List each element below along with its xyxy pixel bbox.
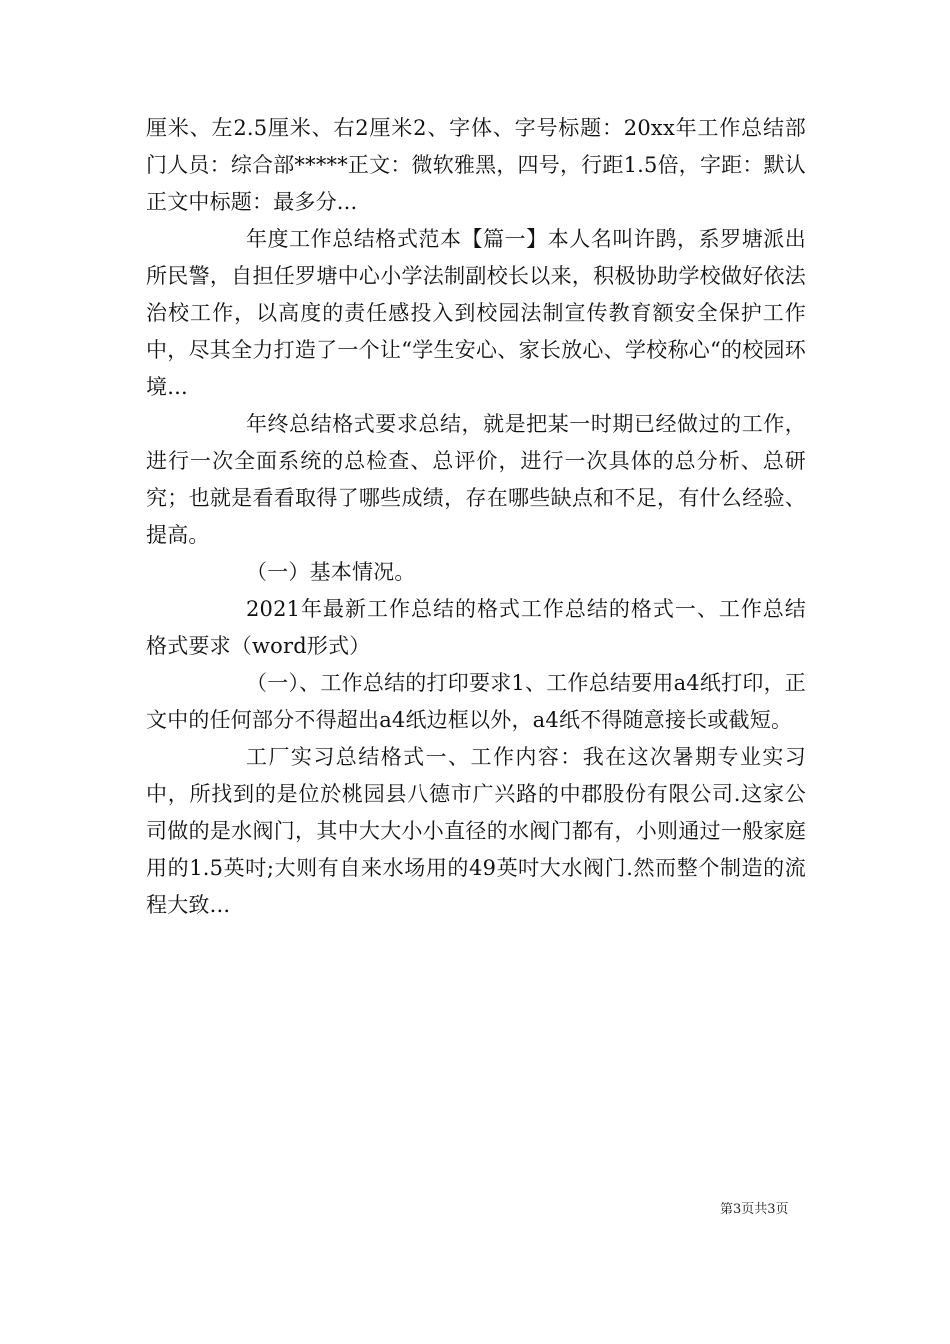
paragraph-annual-summary-sample: 年度工作总结格式范本【篇一】本人名叫许鹍，系罗塘派出所民警，自担任罗塘中心小学法制副校长以来，积极协助学校做好依法治校工作，以高度的责任感投入到校园法制宣传教育额安全保护工作中，尽其全力打造了一个让“学生安心、家长放心、学校称心“的校园环境... [146,227,806,399]
paragraph-2021-format: 2021年最新工作总结的格式工作总结的格式一、工作总结格式要求（word形式） [146,597,806,658]
paragraph-print-requirements: （一）、工作总结的打印要求1、工作总结要用a4纸打印，正文中的任何部分不得超出a4纸边框以外，a4纸不得随意接长或截短。 [146,671,806,732]
paragraph-factory-internship: 工厂实习总结格式一、工作内容：我在这次暑期专业实习中，所找到的是位於桃园县八德市广兴路的中郡股份有限公司.这家公司做的是水阀门，其中大大小小直径的水阀门都有，小则通过一般家庭用的1.5英吋;大则有自来水场用的49英吋大水阀门.然而整个制造的流程大致... [146,745,806,917]
paragraph-year-end-summary: 年终总结格式要求总结，就是把某一时期已经做过的工作，进行一次全面系统的总检查、总评价，进行一次具体的总分析、总研究；也就是看看取得了哪些成绩，存在哪些缺点和不足，有什么经验、提高。 [146,412,806,547]
document-body [146,110,806,924]
paragraph-continuation: 厘米、左2.5厘米、右2厘米2、字体、字号标题：20xx年工作总结部门人员：综合部*****正文：微软雅黑，四号，行距1.5倍，字距：默认正文中标题：最多分... [146,116,806,214]
paragraph-basic-situation: （一）基本情况。 [246,560,416,584]
page-number-footer: 第3页共3页 [720,1202,789,1217]
